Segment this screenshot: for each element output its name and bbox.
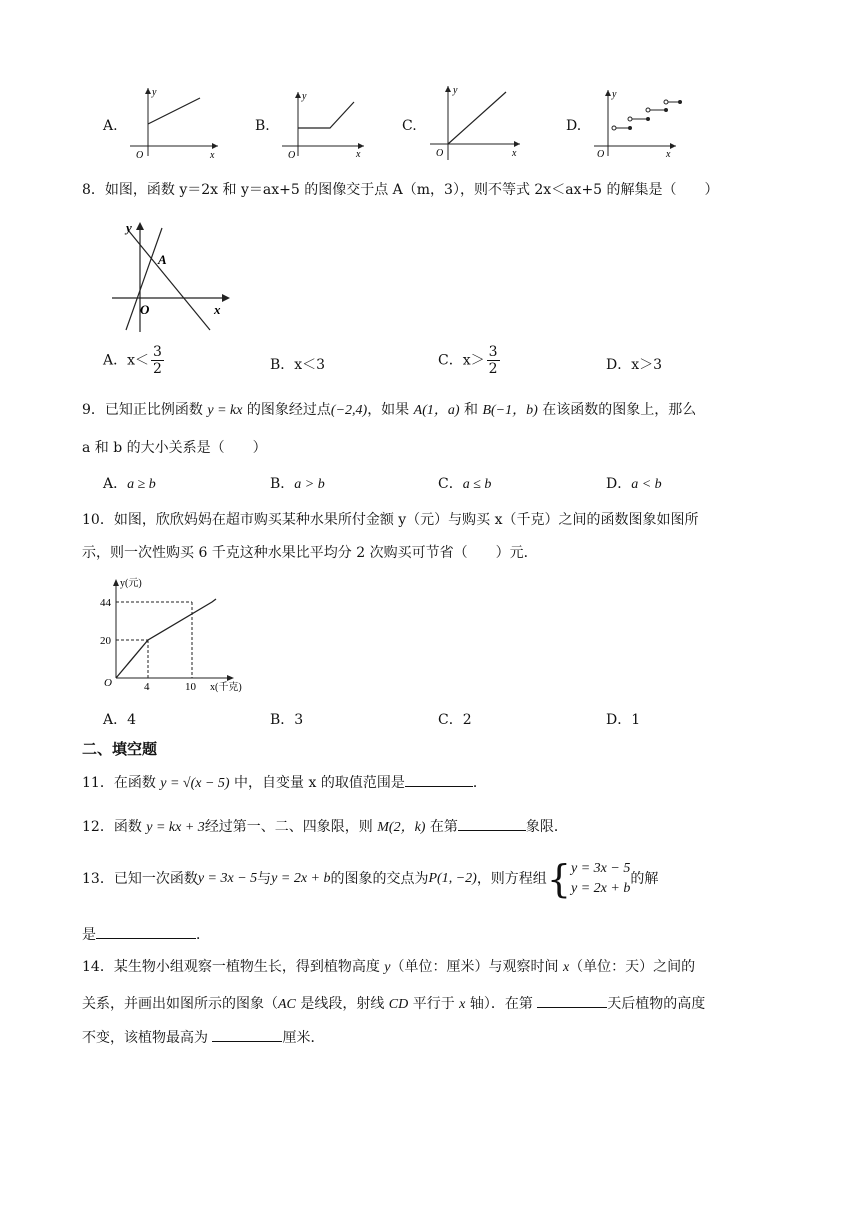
axis-y-label: y <box>453 85 458 96</box>
q7-graph-d <box>592 86 682 160</box>
q10-graph <box>100 574 260 694</box>
option-math: a > b <box>294 477 325 492</box>
q8-option-b: B．x＜3 <box>270 357 326 373</box>
q8-option-a-prefix: A．x＜ <box>103 352 150 369</box>
text: 关系，并画出如图所示的图象（ <box>82 996 278 1012</box>
axis-x-label: x <box>666 149 671 160</box>
variable: y <box>384 960 391 975</box>
q9-option-b <box>270 473 325 493</box>
fraction-numerator: 3 <box>153 344 162 360</box>
formula: y = 2x + b <box>271 871 331 886</box>
graph-x-label: x(千克) <box>210 682 242 693</box>
q9-option-a <box>103 473 156 493</box>
q14-line-3 <box>82 1027 324 1048</box>
variable: x <box>459 997 466 1012</box>
text: 的解 <box>630 871 659 887</box>
text: ，则方程组 <box>476 871 547 887</box>
answer-blank[interactable] <box>212 1027 282 1042</box>
variable: x <box>562 960 570 975</box>
text: ，如果 <box>367 402 414 418</box>
axis-y-label: y <box>302 91 307 102</box>
formula: y = kx <box>207 403 243 418</box>
text: 在该函数的图象上，那么 <box>537 402 697 418</box>
q9-line-2: a 和 b 的大小关系是（ ） <box>82 440 267 456</box>
formula: y = kx + 3 <box>146 820 205 835</box>
axis-x-label: x <box>210 150 215 158</box>
axis-x-label: x <box>356 149 361 160</box>
q8-question-text: 8．如图，函数 y＝2x 和 y＝ax+5 的图像交于点 A（m，3），则不等式 2x＜ax+5 的解集是（ ） <box>82 182 719 198</box>
q9-line-1 <box>82 400 696 421</box>
tick-x-4: 4 <box>144 681 150 693</box>
text: ． <box>196 927 210 943</box>
section-title: 二、填空题 <box>82 740 158 758</box>
q13-line-1 <box>82 856 658 902</box>
q13-line-2 <box>82 924 210 945</box>
equation-system <box>571 859 630 899</box>
q8-option-c <box>438 344 500 377</box>
origin-label: O <box>104 677 112 689</box>
origin-label: O <box>136 150 144 158</box>
origin-label: O <box>140 302 150 317</box>
axis-y-label: y <box>152 87 157 98</box>
tick-y-20: 20 <box>100 635 111 647</box>
tick-y-44: 44 <box>100 597 111 609</box>
answer-blank[interactable] <box>537 993 607 1008</box>
text: 天后植物的高度 <box>607 996 706 1012</box>
text: 中，自变量 x 的取值范围是 <box>229 775 405 791</box>
q7-option-c-label: C. <box>402 118 417 134</box>
equation: y = 2x + b <box>571 881 631 896</box>
option-label: D． <box>606 476 632 492</box>
q8-graph <box>112 218 242 334</box>
text: 14．某生物小组观察一植物生长，得到植物高度 <box>82 959 385 975</box>
axis-y-label: y <box>612 89 617 100</box>
q9-option-d <box>606 473 662 493</box>
text: 是线段，射线 <box>295 996 389 1012</box>
text: 的图象的交点为 <box>330 871 429 887</box>
text: 轴）．在第 <box>465 996 538 1012</box>
origin-label: O <box>436 148 444 159</box>
q11-line <box>82 772 487 794</box>
text: 是 <box>82 927 96 943</box>
fraction-denominator: 2 <box>488 361 498 377</box>
text: 13．已知一次函数 <box>82 871 198 887</box>
text: 9．已知正比例函数 <box>82 402 208 418</box>
text: （单位：厘米）与观察时间 <box>390 959 563 975</box>
text: 12．函数 <box>82 819 147 835</box>
point-a-label: A <box>158 252 167 267</box>
answer-blank[interactable] <box>405 772 473 787</box>
q9-option-c <box>438 473 491 493</box>
graph-y-label: y(元) <box>120 578 142 589</box>
text: （单位：天）之间的 <box>569 959 696 975</box>
option-label: C． <box>438 476 463 492</box>
axis-x-label: x <box>512 148 517 159</box>
point: P(1, −2) <box>428 871 477 886</box>
text: 与 <box>257 871 272 887</box>
q12-line <box>82 816 568 838</box>
text: 在第 <box>425 819 458 835</box>
point: (−2,4) <box>330 403 368 418</box>
fraction-denominator: 2 <box>153 361 162 377</box>
origin-label: O <box>288 150 296 160</box>
formula: y = √(x − 5) <box>160 776 230 791</box>
q10-option-a: A．4 <box>103 712 137 728</box>
q7-option-b-label: B. <box>255 118 270 134</box>
option-label: B． <box>270 476 295 492</box>
q10-line-2: 示，则一次性购买 6 千克这种水果比平均分 2 次购买可节省（ ）元． <box>82 545 538 561</box>
fraction <box>151 344 164 377</box>
q7-option-a-label: A. <box>103 118 118 134</box>
text: 象限． <box>525 819 568 835</box>
fraction <box>487 344 500 377</box>
q7-graph-a <box>128 84 223 158</box>
q10-option-b: B．3 <box>270 712 304 728</box>
text: ． <box>472 775 487 791</box>
q10-option-d: D．1 <box>606 712 641 728</box>
q14-line-1 <box>82 957 695 978</box>
option-label: A． <box>103 476 128 492</box>
text: 和 <box>459 402 483 418</box>
q8-option-d: D．x＞3 <box>606 357 663 373</box>
q10-option-c: C．2 <box>438 712 472 728</box>
text: 不变，该植物最高为 <box>82 1030 213 1046</box>
answer-blank[interactable] <box>458 816 526 831</box>
text: 平行于 <box>408 996 460 1012</box>
q7-graph-c <box>428 82 526 162</box>
graph-y-label: y <box>126 220 132 235</box>
text: 的图象经过点 <box>242 402 331 418</box>
segment-label: AC <box>278 997 296 1012</box>
text: 经过第一、二、四象限，则 <box>204 819 378 835</box>
q8-option-c-prefix: C．x＞ <box>438 352 485 369</box>
formula: y = 3x − 5 <box>197 871 258 886</box>
answer-blank[interactable] <box>96 924 196 939</box>
q7-graph-b <box>280 88 370 160</box>
point-a: A(1，a) <box>413 403 460 418</box>
q7-option-d-label: D. <box>566 118 582 134</box>
q14-line-2 <box>82 993 705 1015</box>
tick-x-10: 10 <box>185 681 196 693</box>
text: 11．在函数 <box>82 775 161 791</box>
brace: { <box>546 857 571 901</box>
text: 厘米． <box>282 1030 325 1046</box>
q8-option-a <box>103 344 164 377</box>
origin-label: O <box>597 149 605 160</box>
fraction-numerator: 3 <box>488 344 498 360</box>
q10-line-1: 10．如图，欣欣妈妈在超市购买某种水果所付金额 y（元）与购买 x（千克）之间的函数图象如图所 <box>82 512 699 528</box>
graph-x-label: x <box>214 302 221 317</box>
option-math: a ≥ b <box>127 477 156 492</box>
option-math: a < b <box>631 477 662 492</box>
point: M(2，k) <box>377 820 426 835</box>
equation: y = 3x − 5 <box>571 861 631 876</box>
ray-label: CD <box>388 997 409 1012</box>
point-b: B(−1，b) <box>482 403 538 418</box>
option-math: a ≤ b <box>462 477 492 492</box>
